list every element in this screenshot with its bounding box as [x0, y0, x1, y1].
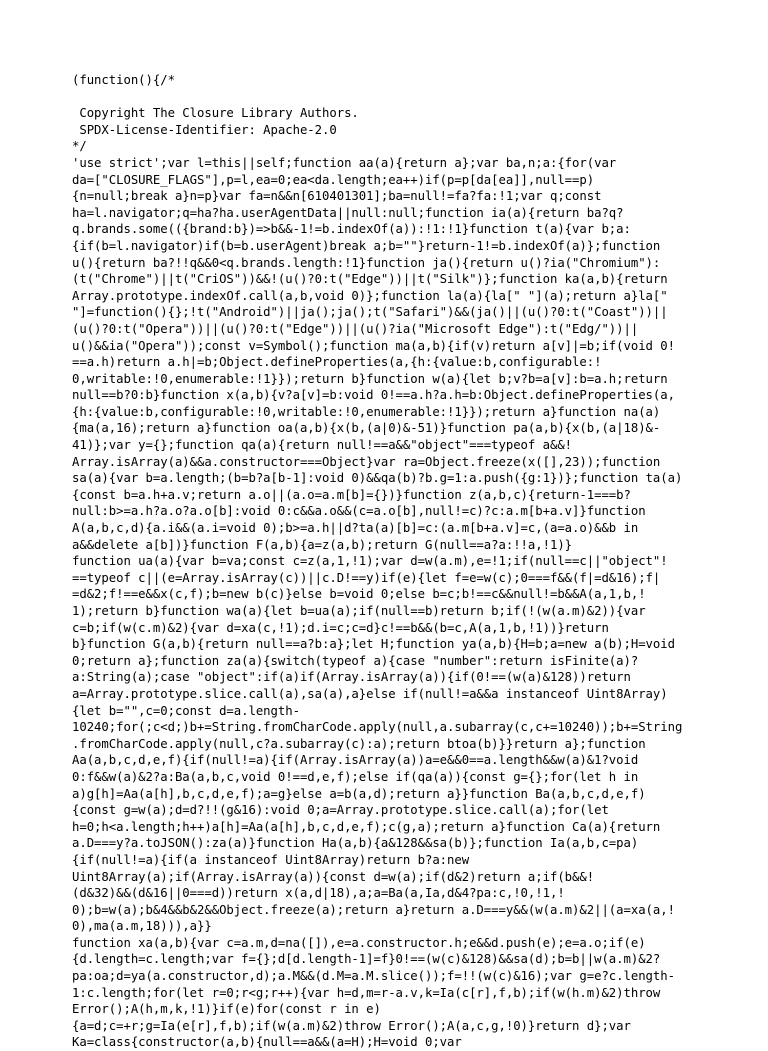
code-line: */ [72, 139, 87, 154]
code-line: (function(){/* [72, 73, 175, 87]
code-line: (d&32)&&(d&16||0===d))return x(a,d|18),a;a=Ba(a,Ia,d&4?pa:c,!0,!1,! [72, 886, 565, 901]
code-line: (u()?0:t("Opera"))||(u()?0:t("Edge"))||(u()?ia("Microsoft Edge"):t("Edg/"))|| [72, 321, 639, 336]
code-line: function ua(a){var b=va;const c=z(a,1,!1);var d=w(a.m),e=!1;if(null==c||"object"! [72, 554, 668, 569]
code-line: sa(a){var b=a.length;(b=b?a[b-1]:void 0)&&qa(b)?b.g=1:a.push({g:1})};function ta(a) [72, 471, 683, 486]
code-line: Aa(a,b,c,d,e,f){if(null!=a){if(Array.isArray(a))a=e&&0==a.length&&w(a)&1?void [72, 753, 639, 768]
code-line: ha=l.navigator;q=ha?ha.userAgentData||null:null;function ia(a){return ba?q? [72, 205, 624, 220]
code-line: A(a,b,c,d){a.i&&(a.i=void 0);b>=a.h||d?ta(a)[b]=c:(a.m[b+a.v]=c,(a=a.o)&&b in [72, 521, 639, 536]
code-line: a)g[h]=Aa(a[h],b,c,d,e,f);a=g}else a=b(a,d);return a}}function Ba(a,b,c,d,e,f) [72, 786, 646, 801]
code-line: Uint8Array(a);if(Array.isArray(a)){const d=w(a);if(d&2)return a;if(b&&! [72, 869, 595, 884]
code-line: =d&2;f!==e&&x(c,f);b=new b(c)}else b=void 0;else b=c;b!==c&&null!=b&&A(a,1,b,! [72, 587, 646, 602]
code-line: {n=null;break a}n=p}var fa=n&&n[610401301];ba=null!=fa?fa:!1;var q;const [72, 189, 602, 204]
code-line: c=b;if(w(c.m)&2){var d=xa(c,!1);d.i=c;c=d}c!==b&&(b=c,A(a,1,b,!1))}return [72, 620, 609, 635]
code-line: null:b>=a.h?a.o?a.o[b]:void 0:c&&a.o&&(c=a.o[b],null!=c)?c:a.m[b+a.v]}function [72, 504, 646, 519]
code-line: {const b=a.h+a.v;return a.o||(a.o=a.m[b]={})}function z(a,b,c){return-1===b? [72, 487, 631, 502]
code-line: Error();A(h,m,k,!1)}if(e)for(const r in e) [72, 1002, 381, 1017]
code-line: SPDX-License-Identifier: Apache-2.0 [72, 122, 337, 137]
code-line: 0:f&&w(a)&2?a:Ba(a,b,c,void 0!==d,e,f);else if(qa(a)){const g={};for(let h in [72, 769, 639, 784]
code-line: Array.prototype.indexOf.call(a,b,void 0)};function la(a){la[" "](a);return a}la[" [72, 288, 668, 303]
code-line: 0);b=w(a);b&4&&b&2&&Object.freeze(a);return a}return a.D===y&&(w(a.m)&2||(a=xa(a,! [72, 902, 675, 917]
code-line: {if(null!=a){if(a instanceof Uint8Array)return b?a:new [72, 852, 470, 867]
code-line: da=["CLOSURE_FLAGS"],p=l,ea=0;ea<da.length;ea++)if(p=p[da[ea]],null==p) [72, 172, 595, 187]
code-line: {if(b=l.navigator)if(b=b.userAgent)break a;b=""}return-1!=b.indexOf(a)};function [72, 238, 661, 253]
code-line: {a=d;c=+r;g=Ia(e[r],f,b);if(w(a.m)&2)throw Error();A(a,c,g,!0)}return d};var [72, 1018, 631, 1033]
code-line: {d.length=c.length;var f={};d[d.length-1]=f}0!==(w(c)&128)&&sa(d);b=b||w(a.m)&2? [72, 952, 661, 967]
code-line: Array.isArray(a)&&a.constructor===Object}var ra=Object.freeze(x([],23));function [72, 454, 661, 469]
code-line: 'use strict';var l=this||self;function aa(a){return a};var ba,n;a:{for(var [72, 155, 617, 170]
code-line: pa:oa;d=ya(a.constructor,d);a.M&&(d.M=a.M.slice());f=!!(w(c)&16);var g=e?c.length- [72, 969, 675, 984]
code-line: 0),ma(a.m,18))),a}} [72, 919, 212, 934]
code-line: q.brands.some(({brand:b})=>b&&-1!=b.indexOf(a)):!1:!1}function t(a){var b;a: [72, 222, 631, 237]
code-line: Ka=class{constructor(a,b){null==a&&(a=H);H=void 0;var [72, 1035, 462, 1050]
code-line: 0,writable:!0,enumerable:!1}});return b}function w(a){let b;v?b=a[v]:b=a.h;return [72, 371, 668, 386]
code-line [72, 89, 712, 106]
code-line: u(){return ba?!!q&&0<q.brands.length:!1}function ja(){return u()?ia("Chromium"): [72, 255, 661, 270]
code-line: a.D===y?a.toJSON():za(a)}function Ha(a,b){a&128&&sa(b)};function Ia(a,b,c=pa) [72, 836, 639, 851]
code-line: null==b?0:b}function x(a,b){v?a[v]=b:void 0!==a.h?a.h=b:Object.defineProperties(a, [72, 388, 675, 403]
code-line: {const g=w(a);d=d?!!(g&16):void 0;a=Array.prototype.slice.call(a);for(let [72, 803, 609, 818]
code-line: u()&&ia("Opera"));const v=Symbol();function ma(a,b){if(v)return a[v]|=b;if(void 0! [72, 338, 675, 353]
code-line: 1);return b}function wa(a){let b=ua(a);if(null==b)return b;if(!(w(a.m)&2)){var [72, 604, 646, 618]
code-line: {h:{value:b,configurable:!0,writable:!0,enumerable:!1}});return a}function na(a) [72, 404, 661, 419]
code-line: ==typeof c||(e=Array.isArray(c))||c.D!==y)if(e){let f=e=w(c);0===f&&(f|=d&16);f| [72, 570, 661, 585]
code-line: "]=function(){};!t("Android")||ja();ja();t("Safari")&&(ja()||(u()?0:t("Coast"))|| [72, 305, 668, 320]
code-line: a&&delete a[b])}function F(a,b){a=z(a,b);return G(null==a?a:!!a,!1)} [72, 537, 573, 552]
code-line: (t("Chrome")||t("CriOS"))&&!(u()?0:t("Edge"))||t("Silk")};function ka(a,b){return [72, 272, 668, 287]
code-line: .fromCharCode.apply(null,c?a.subarray(c):a);return btoa(b)}}return a};function [72, 736, 646, 751]
code-line: {ma(a,16);return a}function oa(a,b){x(b,(a|0)&-51)}function pa(a,b){x(b,(a|18)&- [72, 421, 661, 436]
code-line: a:String(a);case "object":if(a)if(Array.isArray(a)){if(0!==(w(a)&128))return [72, 670, 631, 685]
code-line: h=0;h<a.length;h++)a[h]=Aa(a[h],b,c,d,e,f);c(g,a);return a}function Ca(a){return [72, 819, 661, 834]
code-line: 1:c.length;for(let r=0;r<g;r++){var h=d,m=r-a.v,k=Ia(c[r],f,b);if(w(h.m)&2)throw [72, 985, 661, 1000]
code-line: 10240;for(;c<d;)b+=String.fromCharCode.apply(null,a.subarray(c,c+=10240));b+=String [72, 720, 683, 735]
code-line: a=Array.prototype.slice.call(a),sa(a),a}else if(null!=a&&a instanceof Uint8Array) [72, 686, 668, 701]
code-line: b}function G(a,b){return null==a?b:a};let H;function ya(a,b){H=b;a=new a(b);H=void [72, 637, 675, 652]
code-line: ==a.h)return a.h|=b;Object.defineProperties(a,{h:{value:b,configurable:! [72, 355, 602, 370]
code-line: function xa(a,b){var c=a.m,d=na([]),e=a.constructor.h;e&&d.push(e);e=a.o;if(e) [72, 935, 646, 950]
code-line: 0;return a};function za(a){switch(typeof a){case "number":return isFinite(a)? [72, 653, 639, 668]
code-line: {let b="",c=0;const d=a.length- [72, 703, 300, 718]
code-line: Copyright The Closure Library Authors. [72, 106, 359, 121]
code-line: 41)};var y={};function qa(a){return null!==a&&"object"===typeof a&&! [72, 438, 573, 453]
source-code-text [72, 72, 712, 1051]
